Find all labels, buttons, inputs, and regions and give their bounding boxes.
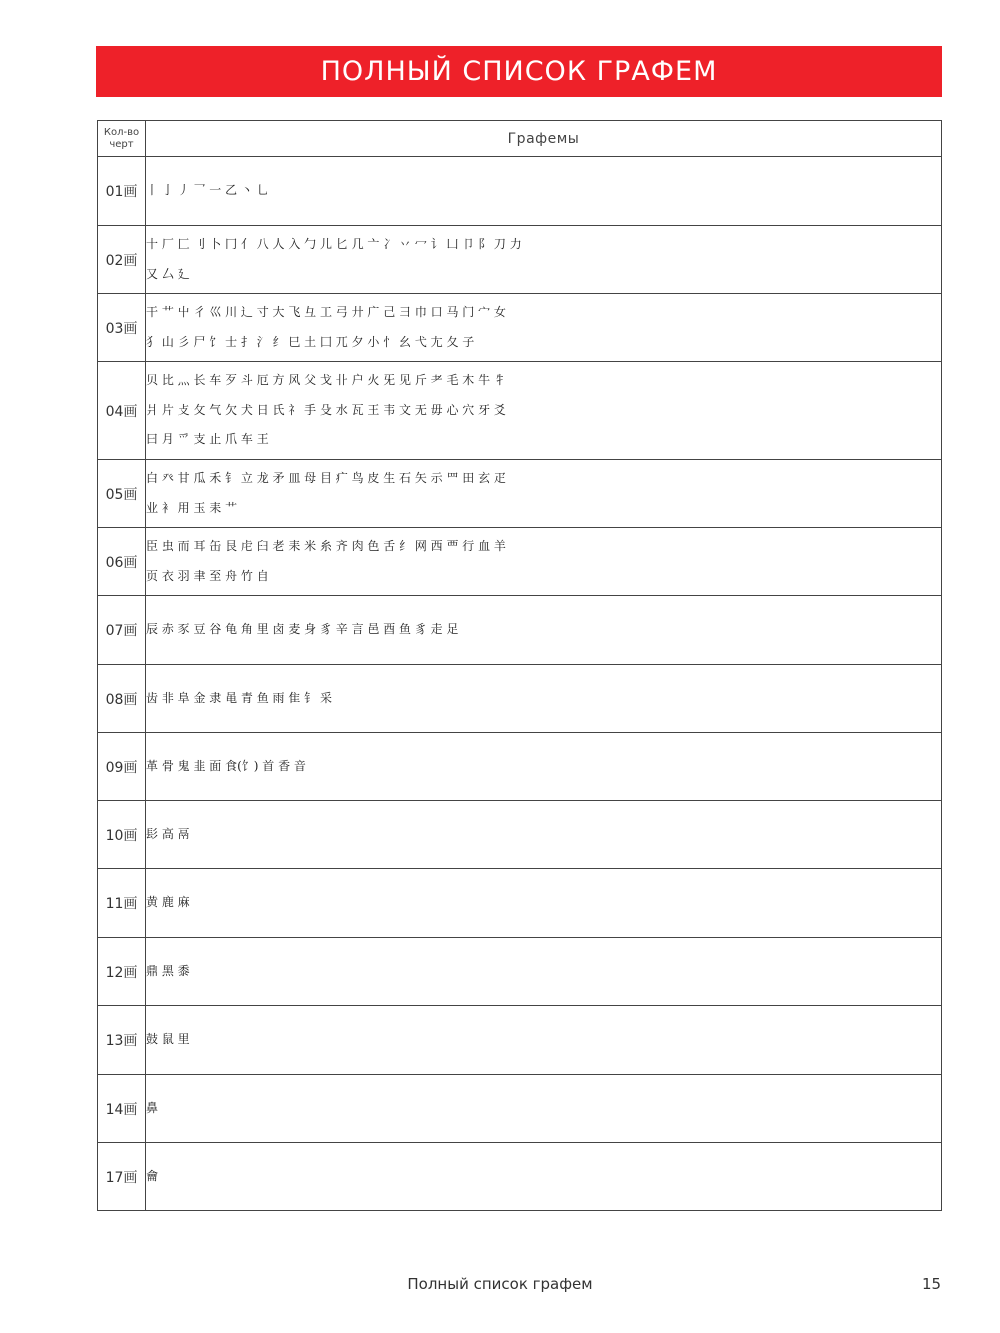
stroke-count: 06画 bbox=[98, 528, 146, 596]
table-row bbox=[98, 938, 942, 1006]
grapheme-line: 犭 山 彡 尸 饣 士 扌 氵 纟 巳 土 囗 兀 夕 小 忄 幺 弋 尢 夂 子 bbox=[146, 334, 475, 349]
stroke-count: 05画 bbox=[98, 460, 146, 528]
grapheme-line: 鼓 鼠 里 bbox=[146, 1032, 190, 1047]
table-row bbox=[98, 528, 942, 596]
stroke-count: 02画 bbox=[98, 226, 146, 294]
grapheme-cell bbox=[146, 938, 942, 1006]
stroke-count: 04画 bbox=[98, 362, 146, 460]
grapheme-cell bbox=[146, 733, 942, 801]
table-row bbox=[98, 596, 942, 665]
grapheme-line: 业 衤 用 玉 耒 艹 bbox=[146, 500, 238, 515]
grapheme-cell bbox=[146, 362, 942, 460]
page-title-banner bbox=[96, 46, 942, 97]
header-graphemes: Графемы bbox=[146, 121, 942, 157]
grapheme-cell bbox=[146, 460, 942, 528]
grapheme-line: 干 艹 屮 彳 巛 川 辶 寸 大 飞 彑 工 弓 廾 广 己 彐 巾 口 马 门 宀 女 bbox=[146, 305, 506, 319]
table-row bbox=[98, 869, 942, 938]
grapheme-cell bbox=[146, 528, 942, 596]
table-row bbox=[98, 1075, 942, 1143]
grapheme-cell bbox=[146, 157, 942, 226]
grapheme-line: 辰 赤 豕 豆 谷 龟 角 里 卤 麦 身 豸 辛 言 邑 酉 鱼 豸 走 足 bbox=[146, 622, 459, 637]
table-row bbox=[98, 1006, 942, 1075]
table-row bbox=[98, 801, 942, 869]
table-row bbox=[98, 460, 942, 528]
grapheme-cell bbox=[146, 869, 942, 938]
table-row bbox=[98, 1143, 942, 1211]
graphemes-table bbox=[97, 120, 942, 1211]
grapheme-line: 鼻 bbox=[146, 1100, 159, 1115]
stroke-count: 09画 bbox=[98, 733, 146, 801]
grapheme-cell bbox=[146, 801, 942, 869]
grapheme-line: 曰 月 爫 支 止 爪 车 王 bbox=[146, 432, 269, 447]
grapheme-cell bbox=[146, 226, 942, 294]
grapheme-line: 页 衣 羽 聿 至 舟 竹 自 bbox=[146, 568, 269, 583]
stroke-count: 01画 bbox=[98, 157, 146, 226]
stroke-count: 14画 bbox=[98, 1075, 146, 1143]
grapheme-line: 黄 鹿 麻 bbox=[146, 895, 190, 910]
stroke-count: 17画 bbox=[98, 1143, 146, 1211]
grapheme-line: 白 癶 甘 瓜 禾 钅 立 龙 矛 皿 母 目 疒 鸟 皮 生 石 矢 示 罒 田 玄 疋 bbox=[146, 471, 506, 485]
table-row bbox=[98, 665, 942, 733]
grapheme-cell bbox=[146, 294, 942, 362]
table-row bbox=[98, 226, 942, 294]
stroke-count: 12画 bbox=[98, 938, 146, 1006]
grapheme-cell bbox=[146, 1006, 942, 1075]
grapheme-line: 臣 虫 而 耳 缶 艮 虍 臼 老 耒 米 糸 齐 肉 色 舌 纟 网 西 覀 行 血 羊 bbox=[146, 539, 506, 553]
grapheme-line: 丨 亅 丿 乛 一 乙 丶 乚 bbox=[146, 183, 269, 198]
stroke-count: 07画 bbox=[98, 596, 146, 665]
page-title: ПОЛНЫЙ СПИСОК ГРАФЕМ bbox=[320, 56, 718, 87]
grapheme-line: 贝 比 灬 长 车 歹 斗 厄 方 风 父 戈 卝 户 火 旡 见 斤 耂 毛 木 牛 牜 bbox=[146, 373, 506, 388]
table-row bbox=[98, 294, 942, 362]
grapheme-line: 十 厂 匚 刂 卜 冂 亻 八 人 入 勹 儿 匕 几 亠 冫 丷 冖 讠 凵 卩 阝 刀 力 bbox=[146, 237, 522, 251]
grapheme-line: 龠 bbox=[146, 1168, 159, 1183]
stroke-count: 13画 bbox=[98, 1006, 146, 1075]
grapheme-cell bbox=[146, 1143, 942, 1211]
stroke-count: 08画 bbox=[98, 665, 146, 733]
grapheme-line: 髟 高 鬲 bbox=[146, 826, 190, 841]
grapheme-cell bbox=[146, 665, 942, 733]
grapheme-cell bbox=[146, 596, 942, 665]
page-number: 15 bbox=[922, 1275, 942, 1293]
footer-title: Полный список графем bbox=[407, 1275, 593, 1293]
grapheme-cell bbox=[146, 1075, 942, 1143]
graphemes-table-body bbox=[98, 121, 942, 1211]
table-row bbox=[98, 733, 942, 801]
header-stroke-count: Кол-во черт bbox=[98, 121, 146, 157]
grapheme-line: 又 厶 廴 bbox=[146, 266, 190, 281]
grapheme-line: 革 骨 鬼 韭 面 食(饣) 首 香 音 bbox=[146, 758, 306, 773]
stroke-count: 03画 bbox=[98, 294, 146, 362]
grapheme-line: 鼎 黑 黍 bbox=[146, 963, 190, 978]
table-row bbox=[98, 362, 942, 460]
grapheme-line: 爿 片 攴 攵 气 欠 犬 日 氏 礻 手 殳 水 瓦 王 韦 文 无 毋 心 穴 牙 爻 bbox=[146, 402, 506, 417]
grapheme-line: 齿 非 阜 金 隶 黾 青 鱼 雨 隹 钅 采 bbox=[146, 690, 332, 705]
stroke-count: 11画 bbox=[98, 869, 146, 938]
stroke-count: 10画 bbox=[98, 801, 146, 869]
table-header-row bbox=[98, 121, 942, 157]
table-row bbox=[98, 157, 942, 226]
